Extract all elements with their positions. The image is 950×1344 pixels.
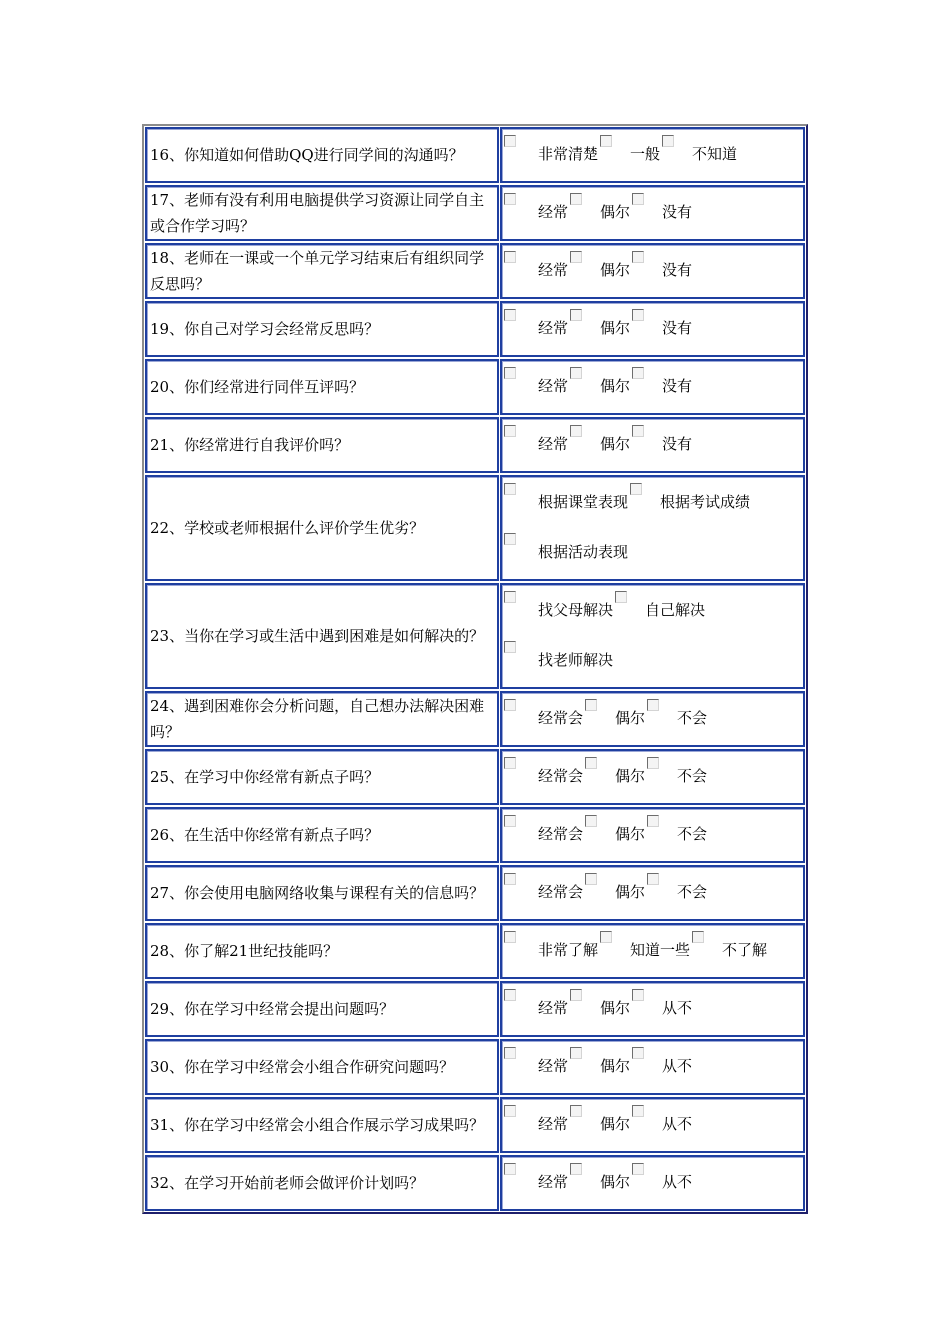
question-text: 16、你知道如何借助QQ进行同学间的沟通吗？ xyxy=(150,146,464,164)
option-label: 根据考试成绩 xyxy=(660,493,751,511)
option-label: 不知道 xyxy=(692,145,738,163)
option-checkbox[interactable] xyxy=(630,483,642,495)
question-cell xyxy=(145,691,499,747)
options-cell xyxy=(500,1155,805,1211)
option-checkbox[interactable] xyxy=(600,931,612,943)
option-checkbox[interactable] xyxy=(647,757,659,769)
option-line xyxy=(504,929,803,959)
option-line xyxy=(504,365,803,395)
option-checkbox[interactable] xyxy=(647,699,659,711)
table-row xyxy=(144,806,806,864)
question-cell xyxy=(145,1155,499,1211)
option-line xyxy=(504,1103,803,1133)
question-text: 23、当你在学习或生活中遇到困难是如何解决的？ xyxy=(150,627,485,645)
question-cell xyxy=(145,127,499,183)
option-checkbox[interactable] xyxy=(504,931,516,943)
table-row xyxy=(144,416,806,474)
option-checkbox[interactable] xyxy=(504,591,516,603)
options-cell xyxy=(500,981,805,1037)
option-checkbox[interactable] xyxy=(632,989,644,1001)
option-line xyxy=(504,639,803,669)
question-text: 25、在学习中你经常有新点子吗？ xyxy=(150,768,380,786)
question-cell xyxy=(145,185,499,241)
question-cell xyxy=(145,1039,499,1095)
option-checkbox[interactable] xyxy=(647,815,659,827)
option-label: 没有 xyxy=(662,377,693,395)
option-label: 经常 xyxy=(538,319,569,337)
question-text: 17、老师有没有利用电脑提供学习资源让同学自主或合作学习吗？ xyxy=(150,191,485,235)
options-cell xyxy=(500,301,805,357)
option-line xyxy=(504,871,803,901)
option-label: 自己解决 xyxy=(645,601,706,619)
option-checkbox[interactable] xyxy=(632,309,644,321)
option-checkbox[interactable] xyxy=(570,367,582,379)
table-row xyxy=(144,300,806,358)
option-checkbox[interactable] xyxy=(585,873,597,885)
option-checkbox[interactable] xyxy=(600,135,612,147)
option-checkbox[interactable] xyxy=(570,193,582,205)
options-cell xyxy=(500,359,805,415)
question-cell xyxy=(145,981,499,1037)
option-checkbox[interactable] xyxy=(570,989,582,1001)
option-line xyxy=(504,249,803,279)
option-label: 不了解 xyxy=(722,941,768,959)
table-row xyxy=(144,922,806,980)
option-checkbox[interactable] xyxy=(570,1105,582,1117)
table-row xyxy=(144,184,806,242)
option-label: 经常 xyxy=(538,203,569,221)
question-text: 31、你在学习中经常会小组合作展示学习成果吗？ xyxy=(150,1116,485,1134)
question-text: 26、在生活中你经常有新点子吗？ xyxy=(150,826,380,844)
question-cell xyxy=(145,243,499,299)
option-checkbox[interactable] xyxy=(504,483,516,495)
option-checkbox[interactable] xyxy=(504,1105,516,1117)
options-cell xyxy=(500,243,805,299)
option-line xyxy=(504,423,803,453)
option-label: 经常 xyxy=(538,377,569,395)
option-label: 没有 xyxy=(662,319,693,337)
option-checkbox[interactable] xyxy=(504,1047,516,1059)
question-text: 28、你了解21世纪技能吗？ xyxy=(150,942,339,960)
option-checkbox[interactable] xyxy=(504,641,516,653)
question-text: 29、你在学习中经常会提出问题吗？ xyxy=(150,1000,395,1018)
option-label: 不会 xyxy=(677,825,708,843)
option-checkbox[interactable] xyxy=(504,873,516,885)
option-line xyxy=(504,1045,803,1075)
option-label: 根据活动表现 xyxy=(538,543,629,561)
question-cell xyxy=(145,807,499,863)
option-checkbox[interactable] xyxy=(632,251,644,263)
option-checkbox[interactable] xyxy=(632,367,644,379)
options-cell xyxy=(500,417,805,473)
option-checkbox[interactable] xyxy=(632,1047,644,1059)
option-label: 不会 xyxy=(677,883,708,901)
option-label: 经常会 xyxy=(538,825,584,843)
option-checkbox[interactable] xyxy=(504,425,516,437)
option-checkbox[interactable] xyxy=(692,931,704,943)
option-checkbox[interactable] xyxy=(504,251,516,263)
option-label: 偶尔 xyxy=(615,825,646,843)
option-label: 偶尔 xyxy=(600,1057,631,1075)
option-line xyxy=(504,1161,803,1191)
options-cell xyxy=(500,749,805,805)
options-cell xyxy=(500,583,805,689)
option-label: 没有 xyxy=(662,261,693,279)
option-line xyxy=(504,531,803,561)
option-checkbox[interactable] xyxy=(504,757,516,769)
question-cell xyxy=(145,749,499,805)
option-label: 偶尔 xyxy=(615,883,646,901)
question-text: 22、学校或老师根据什么评价学生优劣？ xyxy=(150,519,425,537)
question-text: 19、你自己对学习会经常反思吗？ xyxy=(150,320,380,338)
options-cell xyxy=(500,475,805,581)
option-label: 找老师解决 xyxy=(538,651,614,669)
option-label: 经常 xyxy=(538,261,569,279)
table-row xyxy=(144,126,806,184)
question-text: 27、你会使用电脑网络收集与课程有关的信息吗？ xyxy=(150,884,485,902)
table-row xyxy=(144,242,806,300)
option-label: 经常会 xyxy=(538,767,584,785)
question-cell xyxy=(145,923,499,979)
option-checkbox[interactable] xyxy=(504,815,516,827)
table-row xyxy=(144,474,806,582)
table-row xyxy=(144,358,806,416)
option-checkbox[interactable] xyxy=(570,1163,582,1175)
option-line xyxy=(504,307,803,337)
table-row xyxy=(144,1038,806,1096)
question-text: 32、在学习开始前老师会做评价计划吗？ xyxy=(150,1174,425,1192)
option-label: 偶尔 xyxy=(600,377,631,395)
option-label: 非常清楚 xyxy=(538,145,599,163)
option-checkbox[interactable] xyxy=(504,533,516,545)
option-line xyxy=(504,589,803,619)
option-checkbox[interactable] xyxy=(570,425,582,437)
options-cell xyxy=(500,865,805,921)
option-label: 找父母解决 xyxy=(538,601,614,619)
options-cell xyxy=(500,923,805,979)
option-checkbox[interactable] xyxy=(570,309,582,321)
question-cell xyxy=(145,475,499,581)
option-line xyxy=(504,133,803,163)
options-cell xyxy=(500,691,805,747)
option-label: 不会 xyxy=(677,767,708,785)
option-label: 偶尔 xyxy=(600,999,631,1017)
question-cell xyxy=(145,1097,499,1153)
option-checkbox[interactable] xyxy=(504,699,516,711)
question-cell xyxy=(145,865,499,921)
survey-table xyxy=(142,124,808,1214)
option-label: 不会 xyxy=(677,709,708,727)
question-text: 20、你们经常进行同伴互评吗？ xyxy=(150,378,365,396)
option-label: 没有 xyxy=(662,203,693,221)
question-cell xyxy=(145,417,499,473)
option-label: 偶尔 xyxy=(600,261,631,279)
option-label: 偶尔 xyxy=(600,1115,631,1133)
option-line xyxy=(504,987,803,1017)
option-checkbox[interactable] xyxy=(570,251,582,263)
question-cell xyxy=(145,583,499,689)
option-label: 没有 xyxy=(662,435,693,453)
option-checkbox[interactable] xyxy=(632,1105,644,1117)
option-checkbox[interactable] xyxy=(585,815,597,827)
table-row xyxy=(144,1096,806,1154)
option-label: 从不 xyxy=(662,999,693,1017)
question-text: 18、老师在一课或一个单元学习结束后有组织同学反思吗？ xyxy=(150,249,485,293)
option-checkbox[interactable] xyxy=(647,873,659,885)
option-label: 经常 xyxy=(538,1057,569,1075)
option-checkbox[interactable] xyxy=(570,1047,582,1059)
options-cell xyxy=(500,1097,805,1153)
table-row xyxy=(144,864,806,922)
option-label: 非常了解 xyxy=(538,941,599,959)
option-label: 经常 xyxy=(538,1115,569,1133)
option-checkbox[interactable] xyxy=(504,193,516,205)
option-label: 知道一些 xyxy=(630,941,691,959)
option-label: 偶尔 xyxy=(600,1173,631,1191)
option-checkbox[interactable] xyxy=(632,193,644,205)
option-line xyxy=(504,697,803,727)
option-label: 偶尔 xyxy=(615,767,646,785)
options-cell xyxy=(500,807,805,863)
option-label: 偶尔 xyxy=(600,319,631,337)
table-row xyxy=(144,690,806,748)
question-text: 30、你在学习中经常会小组合作研究问题吗？ xyxy=(150,1058,455,1076)
option-line xyxy=(504,481,803,511)
option-label: 从不 xyxy=(662,1057,693,1075)
option-checkbox[interactable] xyxy=(662,135,674,147)
option-line xyxy=(504,813,803,843)
option-line xyxy=(504,755,803,785)
option-label: 偶尔 xyxy=(615,709,646,727)
table-row xyxy=(144,748,806,806)
option-label: 从不 xyxy=(662,1115,693,1133)
option-label: 经常会 xyxy=(538,709,584,727)
options-cell xyxy=(500,1039,805,1095)
option-label: 经常会 xyxy=(538,883,584,901)
option-label: 偶尔 xyxy=(600,435,631,453)
question-text: 21、你经常进行自我评价吗？ xyxy=(150,436,350,454)
option-checkbox[interactable] xyxy=(585,699,597,711)
table-row xyxy=(144,980,806,1038)
option-checkbox[interactable] xyxy=(632,1163,644,1175)
option-label: 偶尔 xyxy=(600,203,631,221)
option-label: 经常 xyxy=(538,435,569,453)
question-text: 24、遇到困难你会分析问题，自己想办法解决困难吗？ xyxy=(150,697,485,741)
option-checkbox[interactable] xyxy=(504,1163,516,1175)
option-checkbox[interactable] xyxy=(585,757,597,769)
question-cell xyxy=(145,359,499,415)
option-checkbox[interactable] xyxy=(504,367,516,379)
option-checkbox[interactable] xyxy=(504,309,516,321)
question-cell xyxy=(145,301,499,357)
option-label: 经常 xyxy=(538,999,569,1017)
option-checkbox[interactable] xyxy=(615,591,627,603)
table-row xyxy=(144,582,806,690)
option-label: 从不 xyxy=(662,1173,693,1191)
table-row xyxy=(144,1154,806,1212)
options-cell xyxy=(500,185,805,241)
option-checkbox[interactable] xyxy=(504,989,516,1001)
option-checkbox[interactable] xyxy=(504,135,516,147)
option-label: 一般 xyxy=(630,145,661,163)
option-checkbox[interactable] xyxy=(632,425,644,437)
option-line xyxy=(504,191,803,221)
options-cell xyxy=(500,127,805,183)
option-label: 经常 xyxy=(538,1173,569,1191)
option-label: 根据课堂表现 xyxy=(538,493,629,511)
